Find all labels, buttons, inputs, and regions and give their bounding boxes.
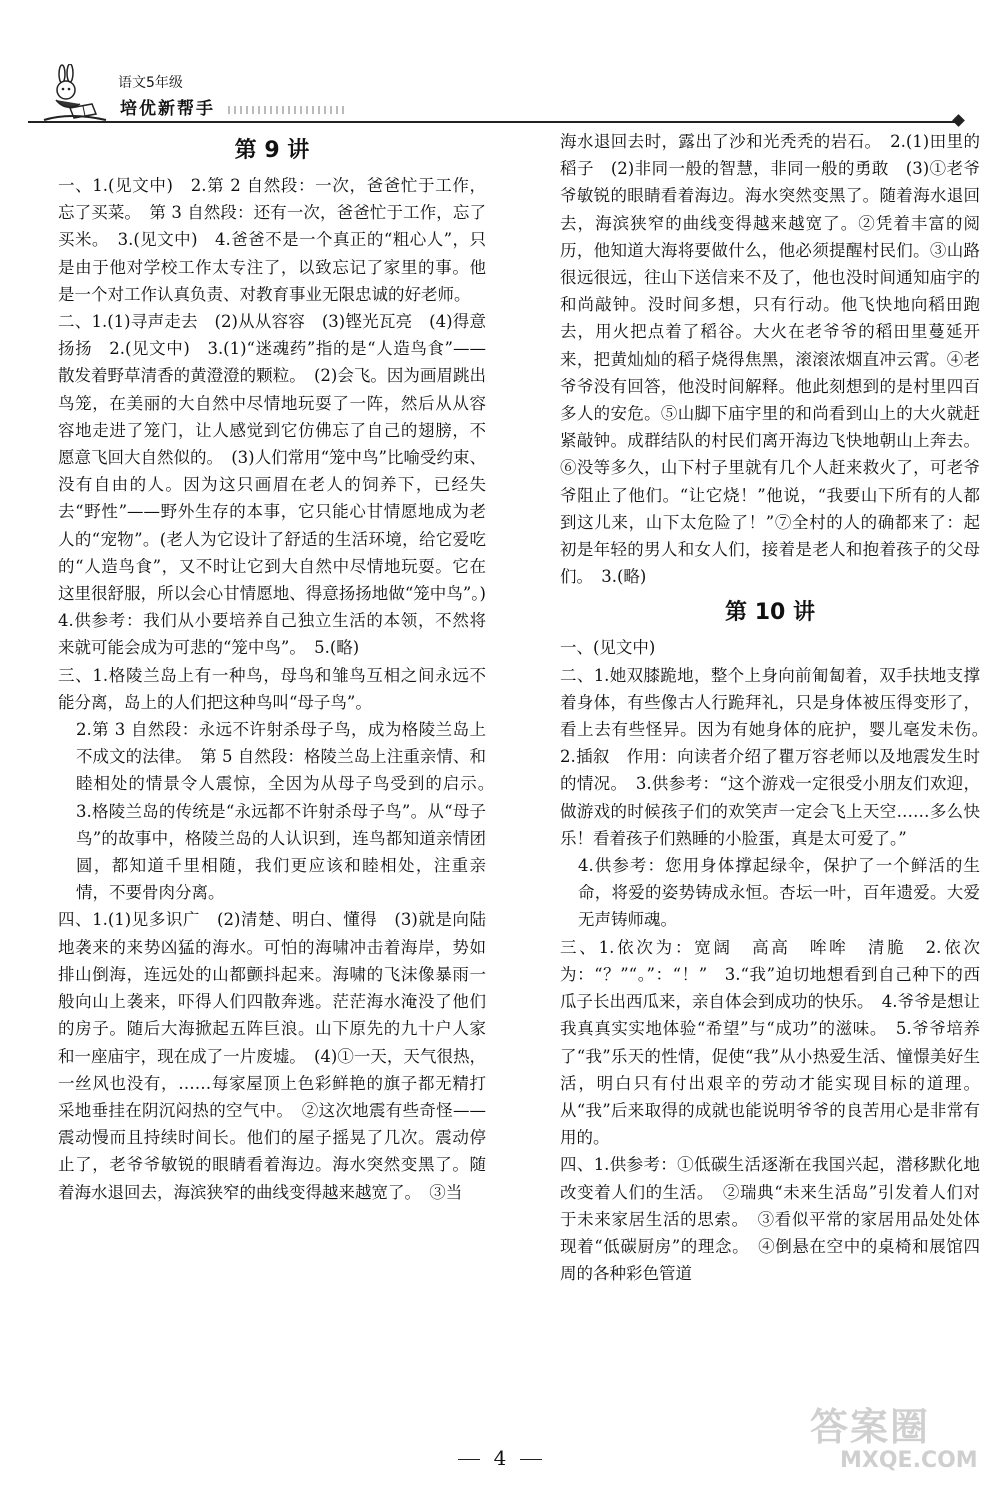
answer-paragraph: 三、1.格陵兰岛上有一种鸟，母鸟和雏鸟互相之间永远不能分离，岛上的人们把这种鸟叫“母子鸟”。 [58,665,486,712]
answer-paragraph: 一、1.(见文中) 2.第 2 自然段：一次，爸爸忙于工作，忘了买菜。 第 3 自然段：还有一次，爸爸忙于工作，忘了买米。 3.(见文中) 4.爸爸不是一个真正的“粗心人”，只是由于他对学校工作太专注了，以致忘记了家里的事。他是一个对工作认真负责、对教育事业无限忠诚的好老师。 [58,176,486,304]
header-decoration [228,106,348,114]
answer-paragraph: 二、1.她双膝跪地，整个上身向前匍匐着，双手扶地支撑着身体，有些像古人行跪拜礼，只是身体被压得变形了，看上去有些怪异。因为有她身体的庇护，婴儿毫发未伤。 2.插叙 作用：向读者介绍了瞿万容老师以及地震发生时的情况。 3.供参考：“这个游戏一定很受小朋友们欢迎，做游戏的时候孩子们的欢笑声一定会飞上天空……多么快乐！看着孩子们熟睡的小脸蛋，真是太可爱了。” [560,665,997,848]
page-number-dash [520,1459,542,1460]
answer-paragraph: 2.第 3 自然段：永远不许射杀母子鸟，成为格陵兰岛上不成文的法律。 第 5 自然段：格陵兰岛上注重亲情、和睦相处的情景令人震惊，全因为从母子鸟受到的启示。 3.格陵兰岛的传统是“永远都不许射杀母子鸟”。从“母子鸟”的故事中，格陵兰岛的人认识到，连鸟都知道亲情团圆，都知道千里相随，我们更应该和睦相处，注重亲情，不要骨肉分离。 [76,720,503,903]
lesson-title: 第 9 讲 [234,138,310,163]
answer-paragraph: 二、1.(1)寻声走去 (2)从从容容 (3)铿光瓦亮 (4)得意扬扬 2.(见文中) 3.(1)“迷魂药”指的是“人造鸟食”——散发着野草清香的黄澄澄的颗粒。 (2)会飞。因为画眉跳出鸟笼，在美丽的大自然中尽情地玩耍了一阵，然后从从容容地走进了笼门，让人感觉到它仿佛忘了自己的翅膀，不愿意飞回大自然似的。 (3)人们常用“笼中鸟”比喻受约束、没有自由的人。因为这只画眉在老人的饲养下，已经失去“野性”——野外生存的本事，它只能心甘情愿地成为老人的“宠物”。(老人为它设计了舒适的生活环境，给它爱吃的“人造鸟食”，又不时让它到大自然中尽情地玩耍。它在这里很舒服，所以会心甘情愿地、得意扬扬地做“笼中鸟”。) 4.供参考：我们从小要培养自己独立生活的本领，不然将来就可能会成为可悲的“笼中鸟”。 5.(略) [58,312,503,658]
cartoon-rabbit-reading-icon [40,64,110,124]
answer-paragraph: 三、1.依次为：宽阔 高高 哞哞 清脆 2.依次为：“？”“。”：“！” 3.“我”迫切地想看到自己种下的西瓜子长出西瓜来，亲自体会到成功的快乐。 4.爷爷是想让我真真实实地体验“希望”与“成功”的滋味。 5.爷爷培养了“我”乐天的性情，促使“我”从小热爱生活、憧憬美好生活，明白只有付出艰辛的劳动才能实现目标的道理。从“我”后来取得的成就也能说明爷爷的良苦用心是非常有用的。 [560,937,980,1148]
header-rule [28,121,958,123]
watermark-text: 答案圈 [810,1405,931,1449]
page-header [28,58,978,128]
answer-paragraph: 一、(见文中) [560,638,656,658]
header-diamond-ornament [952,114,965,127]
answer-paragraph: 海水退回去时，露出了沙和光秃秃的岩石。 2.(1)田里的稻子 (2)非同一般的智慧，非同一般的勇敢 (3)①老爷爷敏锐的眼睛看着海边。海水突然变黑了。随着海水退回去，海滨狭窄的曲线变得越来越宽了。②凭着丰富的阅历，他知道大海将要做什么，他必须提醒村民们。③山路很远很远，往山下送信来不及了，他也没时间通知庙宇的和尚敲钟。没时间多想，只有行动。他飞快地向稻田跑去，用火把点着了稻谷。大火在老爷爷的稻田里蔓延开来，把黄灿灿的稻子烧得焦黑，滚滚浓烟直冲云霄。④老爷爷没有回答，他没时间解释。他此刻想到的是村里四百多人的安危。⑤山脚下庙宇里的和尚看到山上的大火就赶紧敲钟。成群结队的村民们离开海边飞快地朝山上奔去。⑥没等多久，山下村子里就有几个人赶来救火了，可老爷爷阻止了他们。“让它烧！”他说，“我要山下所有的人都到这儿来，山下太危险了！”⑦全村的人的确都来了：起初是年轻的男人和女人们，接着是老人和抱着孩子的父母们。 3.(略) [560,132,980,587]
page-number-dash [458,1459,480,1460]
subject-grade-label: 语文5年级 [118,75,183,91]
answer-paragraph: 4.供参考：您用身体撑起绿伞，保护了一个鲜活的生命，将爱的姿势铸成永恒。杏坛一叶，百年遗爱。大爱无声铸师魂。 [578,856,980,930]
site-watermark [800,1396,990,1486]
answer-paragraph: 四、1.(1)见多识广 (2)清楚、明白、懂得 (3)就是向陆地袭来的来势凶猛的海水。可怕的海啸冲击着海岸，势如排山倒海，连远处的山都颤抖起来。海啸的飞沫像暴雨一般向山上袭来，吓得人们四散奔逃。茫茫海水淹没了他们的房子。随后大海掀起五阵巨浪。山下原先的九十户人家和一座庙宇，现在成了一片废墟。 (4)①一天，天气很热，一丝风也没有，……每家屋顶上色彩鲜艳的旗子都无精打采地垂挂在阴沉闷热的空气中。 ②这次地震有些奇怪——震动慢而且持续时间长。他们的屋子摇晃了几次。震动停止了，老爷爷敏锐的眼睛看着海边。海水突然变黑了。随着海水退回去，海滨狭窄的曲线变得越来越宽了。 ③当 [58,910,486,1202]
left-column [58,128,503,1206]
brand-title: 培优新帮手 [120,99,215,119]
page-number-value: 4 [493,1446,507,1470]
right-column [560,128,997,1287]
watermark-url: MXQE.COM [840,1448,978,1473]
lesson-title: 第 10 讲 [725,600,815,626]
answer-paragraph: 四、1.供参考：①低碳生活逐渐在我国兴起，潜移默化地改变着人们的生活。 ②瑞典“未来生活岛”引发着人们对于未来家居生活的思索。 ③看似平常的家居用品处处体现着“低碳厨房”的理念。 ④倒悬在空中的桌椅和展馆四周的各种彩色管道 [560,1155,980,1284]
